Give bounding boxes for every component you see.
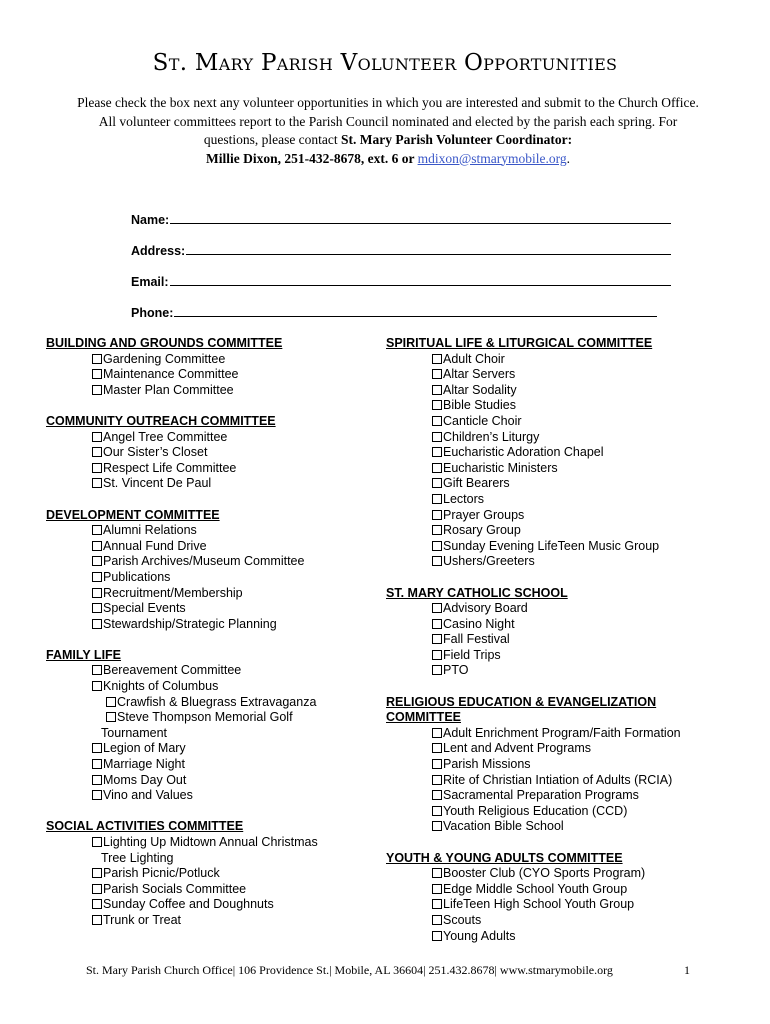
checkbox-icon[interactable] xyxy=(106,712,116,722)
checkbox-label: Bible Studies xyxy=(443,398,516,413)
checkbox-item-lifeteen-high-school-youth-group[interactable] xyxy=(386,897,716,913)
section-heading: FAMILY LIFE xyxy=(46,647,122,662)
checkbox-icon[interactable] xyxy=(92,478,102,488)
section-religious-education-evangelization xyxy=(386,695,716,835)
checkbox-icon[interactable] xyxy=(432,603,442,613)
checkbox-icon[interactable] xyxy=(92,447,102,457)
checkbox-label: St. Vincent De Paul xyxy=(103,476,212,491)
phone-line[interactable] xyxy=(174,315,657,317)
section-building-and-grounds-committee xyxy=(46,336,376,398)
checkbox-item-booster-club-cyo-sports-program[interactable] xyxy=(386,866,716,882)
checkbox-icon[interactable] xyxy=(432,915,442,925)
email-line[interactable] xyxy=(170,284,671,286)
checkbox-item-legion-of-mary[interactable] xyxy=(46,741,376,757)
checkbox-icon[interactable] xyxy=(432,634,442,644)
checkbox-item-adult-enrichment-program-faith-formation[interactable] xyxy=(386,726,716,742)
section-heading: DEVELOPMENT COMMITTEE xyxy=(46,507,220,522)
checkbox-item-steve-thompson-memorial-golf[interactable] xyxy=(46,710,376,726)
checkbox-label: Vacation Bible School xyxy=(443,819,564,834)
checkbox-icon[interactable] xyxy=(92,899,102,909)
address-field[interactable] xyxy=(131,227,671,258)
checkbox-icon[interactable] xyxy=(432,447,442,457)
checkbox-icon[interactable] xyxy=(432,650,442,660)
checkbox-icon[interactable] xyxy=(432,931,442,941)
checkbox-item-scouts[interactable] xyxy=(386,913,716,929)
checkbox-item-our-sister-s-closet[interactable] xyxy=(46,445,376,461)
checkbox-item-edge-middle-school-youth-group[interactable] xyxy=(386,882,716,898)
checkbox-item-parish-missions[interactable] xyxy=(386,757,716,773)
checkbox-item-stewardship-strategic-planning[interactable] xyxy=(46,617,376,633)
checkbox-label: Rite of Christian Intiation of Adults (RCIA) xyxy=(443,772,673,787)
section-heading: SOCIAL ACTIVITIES COMMITTEE xyxy=(46,819,244,834)
checkbox-icon[interactable] xyxy=(92,868,102,878)
name-line[interactable] xyxy=(170,222,671,224)
checkbox-item-bereavement-committee[interactable] xyxy=(46,663,376,679)
coordinator-contact: Millie Dixon, 251-432-8678, ext. 6 or xyxy=(205,150,418,166)
checkbox-item-sunday-coffee-and-doughnuts[interactable] xyxy=(46,897,376,913)
checkbox-label: Our Sister’s Closet xyxy=(103,445,208,460)
right-column xyxy=(386,336,716,960)
email-field[interactable] xyxy=(131,258,671,289)
checkbox-item-marriage-night[interactable] xyxy=(46,757,376,773)
checkbox-icon[interactable] xyxy=(92,790,102,800)
checkbox-icon[interactable] xyxy=(92,369,102,379)
checkbox-icon[interactable] xyxy=(432,775,442,785)
checkbox-item-parish-socials-committee[interactable] xyxy=(46,882,376,898)
checkbox-label: Crawfish & Bluegrass Extravaganza xyxy=(117,694,317,709)
checkbox-item-special-events[interactable] xyxy=(46,601,376,617)
checkbox-label: Sunday Evening LifeTeen Music Group xyxy=(443,538,660,553)
checkbox-icon[interactable] xyxy=(106,697,116,707)
checkbox-item-altar-sodality[interactable] xyxy=(386,383,716,399)
checkbox-label: Field Trips xyxy=(443,647,501,662)
checkbox-icon[interactable] xyxy=(432,494,442,504)
coordinator-label: St. Mary Parish Volunteer Coordinator: xyxy=(341,132,573,147)
checkbox-item-altar-servers[interactable] xyxy=(386,367,716,383)
checkbox-item-youth-religious-education-ccd[interactable] xyxy=(386,804,716,820)
checkbox-icon[interactable] xyxy=(432,728,442,738)
section-heading: BUILDING AND GROUNDS COMMITTEE xyxy=(46,336,283,350)
checkbox-icon[interactable] xyxy=(432,899,442,909)
checkbox-label: Prayer Groups xyxy=(443,507,525,522)
section-community-outreach-committee xyxy=(46,414,376,492)
checkbox-item-gift-bearers[interactable] xyxy=(386,476,716,492)
checkbox-icon[interactable] xyxy=(92,665,102,675)
checkbox-icon[interactable] xyxy=(432,463,442,473)
email-label: Email: xyxy=(131,275,169,289)
checkbox-label: Rosary Group xyxy=(443,523,521,538)
checkbox-item-trunk-or-treat[interactable] xyxy=(46,913,376,929)
section-heading: ST. MARY CATHOLIC SCHOOL xyxy=(386,585,568,600)
checkbox-icon[interactable] xyxy=(92,572,102,582)
section-spiritual-life-liturgical-committee xyxy=(386,336,716,570)
checkbox-label: Vino and Values xyxy=(103,788,193,803)
checkbox-item-gardening-committee[interactable] xyxy=(46,352,376,368)
page-number: 1 xyxy=(684,963,690,977)
intro-paragraph xyxy=(70,94,706,168)
checkbox-icon[interactable] xyxy=(92,915,102,925)
checkbox-label: Moms Day Out xyxy=(103,772,187,787)
checkbox-label: Children’s Liturgy xyxy=(443,429,540,444)
section-st-mary-catholic-school xyxy=(386,586,716,680)
checkbox-label: Fall Festival xyxy=(443,632,510,647)
checkbox-item-sacramental-preparation-programs[interactable] xyxy=(386,788,716,804)
checkbox-item-vacation-bible-school[interactable] xyxy=(386,819,716,835)
checkbox-label: Eucharistic Adoration Chapel xyxy=(443,445,604,460)
checkbox-label: Recruitment/Membership xyxy=(103,585,243,600)
section-heading-cont: COMMITTEE xyxy=(386,710,461,725)
checkbox-item-maintenance-committee[interactable] xyxy=(46,367,376,383)
checkbox-icon[interactable] xyxy=(432,884,442,894)
intro-end: . xyxy=(566,150,571,166)
checkbox-item-rite-of-christian-intiation-of-adults-rcia[interactable] xyxy=(386,773,716,789)
checkbox-label: Annual Fund Drive xyxy=(103,538,207,553)
footer: St. Mary Parish Church Office| 106 Providence St.| Mobile, AL 36604| 251.432.8678| www.stmarymobile.org xyxy=(86,963,613,977)
checkbox-icon[interactable] xyxy=(432,541,442,551)
checkbox-icon[interactable] xyxy=(92,432,102,442)
checkbox-item-moms-day-out[interactable] xyxy=(46,773,376,789)
checkbox-item-field-trips[interactable] xyxy=(386,648,716,664)
checkbox-label: Lighting Up Midtown Annual Christmas xyxy=(103,835,318,849)
section-heading: RELIGIOUS EDUCATION & EVANGELIZATION xyxy=(386,694,657,709)
checkbox-icon[interactable] xyxy=(432,525,442,535)
checkbox-icon[interactable] xyxy=(432,821,442,831)
address-label: Address: xyxy=(131,244,186,258)
checkbox-item-publications[interactable] xyxy=(46,570,376,586)
checkbox-item-fall-festival[interactable] xyxy=(386,632,716,648)
checkbox-icon[interactable] xyxy=(92,556,102,566)
checkbox-item-respect-life-committee[interactable] xyxy=(46,461,376,477)
checkbox-label: Sacramental Preparation Programs xyxy=(443,788,639,803)
checkbox-label: Bereavement Committee xyxy=(103,663,242,678)
checkbox-item-eucharistic-ministers[interactable] xyxy=(386,461,716,477)
section-heading: YOUTH & YOUNG ADULTS COMMITTEE xyxy=(386,850,623,865)
checkbox-item-alumni-relations[interactable] xyxy=(46,523,376,539)
phone-field[interactable] xyxy=(131,289,657,320)
checkbox-icon[interactable] xyxy=(92,588,102,598)
checkbox-icon[interactable] xyxy=(432,400,442,410)
checkbox-item-casino-night[interactable] xyxy=(386,617,716,633)
phone-label: Phone: xyxy=(131,306,174,320)
checkbox-label: Lectors xyxy=(443,491,484,506)
checkbox-item-prayer-groups[interactable] xyxy=(386,508,716,524)
checkbox-icon[interactable] xyxy=(92,837,102,847)
checkbox-item-annual-fund-drive[interactable] xyxy=(46,539,376,555)
checkbox-item-recruitment-membership[interactable] xyxy=(46,586,376,602)
checkbox-label: Knights of Columbus xyxy=(103,679,219,694)
checkbox-label: Special Events xyxy=(103,601,186,616)
checkbox-label: Parish Picnic/Potluck xyxy=(103,866,220,881)
checkbox-label: Parish Missions xyxy=(443,757,531,772)
checkbox-icon[interactable] xyxy=(92,884,102,894)
checkbox-icon[interactable] xyxy=(92,619,102,629)
checkbox-label: Youth Religious Education (CCD) xyxy=(443,803,628,818)
checkbox-label: Casino Night xyxy=(443,616,515,631)
contact-form xyxy=(131,196,671,320)
checkbox-icon[interactable] xyxy=(432,416,442,426)
checkbox-icon[interactable] xyxy=(92,541,102,551)
checkbox-label: Legion of Mary xyxy=(103,741,186,756)
checkbox-label: Adult Choir xyxy=(443,351,505,366)
checkbox-label: Stewardship/Strategic Planning xyxy=(103,616,277,631)
checkbox-label: Sunday Coffee and Doughnuts xyxy=(103,897,274,912)
checkbox-icon[interactable] xyxy=(92,603,102,613)
left-column xyxy=(46,336,376,944)
checkbox-label: Altar Servers xyxy=(443,367,516,382)
checkbox-label: Parish Archives/Museum Committee xyxy=(103,554,305,569)
checkbox-item-parish-archives-museum-committee[interactable] xyxy=(46,554,376,570)
checkbox-label: Young Adults xyxy=(443,928,516,943)
checkbox-item-bible-studies[interactable] xyxy=(386,398,716,414)
checkbox-label-cont: Tree Lighting xyxy=(101,850,174,865)
address-line[interactable] xyxy=(186,253,671,255)
section-development-committee xyxy=(46,508,376,633)
checkbox-item-st-vincent-de-paul[interactable] xyxy=(46,476,376,492)
checkbox-icon[interactable] xyxy=(432,759,442,769)
checkbox-item-canticle-choir[interactable] xyxy=(386,414,716,430)
section-heading: COMMUNITY OUTREACH COMMITTEE xyxy=(46,413,276,428)
checkbox-icon[interactable] xyxy=(432,556,442,566)
checkbox-item-parish-picnic-potluck[interactable] xyxy=(46,866,376,882)
checkbox-label: Scouts xyxy=(443,912,482,927)
checkbox-item-vino-and-values[interactable] xyxy=(46,788,376,804)
checkbox-label: LifeTeen High School Youth Group xyxy=(443,897,635,912)
checkbox-icon[interactable] xyxy=(92,775,102,785)
checkbox-label: Ushers/Greeters xyxy=(443,554,535,569)
checkbox-label: Adult Enrichment Program/Faith Formation xyxy=(443,725,681,740)
checkbox-label: Publications xyxy=(103,569,171,584)
checkbox-icon[interactable] xyxy=(432,806,442,816)
checkbox-icon[interactable] xyxy=(432,510,442,520)
checkbox-icon[interactable] xyxy=(432,619,442,629)
checkbox-icon[interactable] xyxy=(92,759,102,769)
checkbox-label: Alumni Relations xyxy=(103,523,197,538)
checkbox-item-crawfish-bluegrass-extravaganza[interactable] xyxy=(46,695,376,711)
checkbox-label: Parish Socials Committee xyxy=(103,881,247,896)
checkbox-item-ushers-greeters[interactable] xyxy=(386,554,716,570)
checkbox-item-children-s-liturgy[interactable] xyxy=(386,430,716,446)
checkbox-label: Master Plan Committee xyxy=(103,382,234,397)
checkbox-item-angel-tree-committee[interactable] xyxy=(46,430,376,446)
checkbox-icon[interactable] xyxy=(432,432,442,442)
checkbox-label: Advisory Board xyxy=(443,601,528,616)
name-field[interactable] xyxy=(131,196,671,227)
checkbox-label: Gift Bearers xyxy=(443,476,510,491)
checkbox-label: Altar Sodality xyxy=(443,382,517,397)
section-youth-young-adults-committee xyxy=(386,851,716,945)
checkbox-label: Maintenance Committee xyxy=(103,367,239,382)
checkbox-icon[interactable] xyxy=(92,525,102,535)
checkbox-label: Angel Tree Committee xyxy=(103,429,228,444)
checkbox-icon[interactable] xyxy=(92,743,102,753)
section-family-life xyxy=(46,648,376,804)
checkbox-label: Respect Life Committee xyxy=(103,460,237,475)
checkbox-icon[interactable] xyxy=(432,385,442,395)
checkbox-item-lent-and-advent-programs[interactable] xyxy=(386,741,716,757)
checkbox-label: Steve Thompson Memorial Golf xyxy=(117,710,293,725)
coordinator-email-link[interactable]: mdixon@stmarymobile.org xyxy=(417,150,567,166)
intro-text: Please check the box next any volunteer opportunities in which you are interested and submit to the Church Office. All volunteer committees report to the Parish Council nominated and elected by the parish each spring. For questions, please contact xyxy=(77,95,699,147)
checkbox-item-knights-of-columbus[interactable] xyxy=(46,679,376,695)
checkbox-item-adult-choir[interactable] xyxy=(386,352,716,368)
checkbox-icon[interactable] xyxy=(432,665,442,675)
checkbox-item-rosary-group[interactable] xyxy=(386,523,716,539)
checkbox-item-pto[interactable] xyxy=(386,663,716,679)
checkbox-item-lighting-up-midtown-annual-christmas[interactable] xyxy=(46,835,376,851)
checkbox-item-advisory-board[interactable] xyxy=(386,601,716,617)
name-label: Name: xyxy=(131,213,170,227)
checkbox-item-young-adults[interactable] xyxy=(386,929,716,945)
section-social-activities-committee xyxy=(46,819,376,928)
checkbox-icon[interactable] xyxy=(432,354,442,364)
checkbox-label: Edge Middle School Youth Group xyxy=(443,881,628,896)
checkbox-icon[interactable] xyxy=(432,369,442,379)
checkbox-item-lectors[interactable] xyxy=(386,492,716,508)
checkbox-icon[interactable] xyxy=(92,354,102,364)
checkbox-label-cont: Tournament xyxy=(101,725,168,740)
checkbox-label: Trunk or Treat xyxy=(103,912,182,927)
checkbox-label: Marriage Night xyxy=(103,757,185,772)
checkbox-icon[interactable] xyxy=(432,478,442,488)
checkbox-label: Eucharistic Ministers xyxy=(443,460,558,475)
checkbox-item-master-plan-committee[interactable] xyxy=(46,383,376,399)
checkbox-label: Lent and Advent Programs xyxy=(443,741,592,756)
page-title: St. Mary Parish Volunteer Opportunities xyxy=(152,50,618,76)
checkbox-icon[interactable] xyxy=(432,868,442,878)
checkbox-icon[interactable] xyxy=(92,681,102,691)
checkbox-icon[interactable] xyxy=(432,790,442,800)
checkbox-label: Booster Club (CYO Sports Program) xyxy=(443,866,646,881)
checkbox-item-eucharistic-adoration-chapel[interactable] xyxy=(386,445,716,461)
checkbox-item-sunday-evening-lifeteen-music-group[interactable] xyxy=(386,539,716,555)
checkbox-icon[interactable] xyxy=(92,463,102,473)
checkbox-icon[interactable] xyxy=(92,385,102,395)
section-heading: SPIRITUAL LIFE & LITURGICAL COMMITTEE xyxy=(386,336,653,350)
checkbox-label: PTO xyxy=(443,663,469,678)
checkbox-label: Canticle Choir xyxy=(443,413,522,428)
checkbox-label: Gardening Committee xyxy=(103,351,226,366)
checkbox-icon[interactable] xyxy=(432,743,442,753)
